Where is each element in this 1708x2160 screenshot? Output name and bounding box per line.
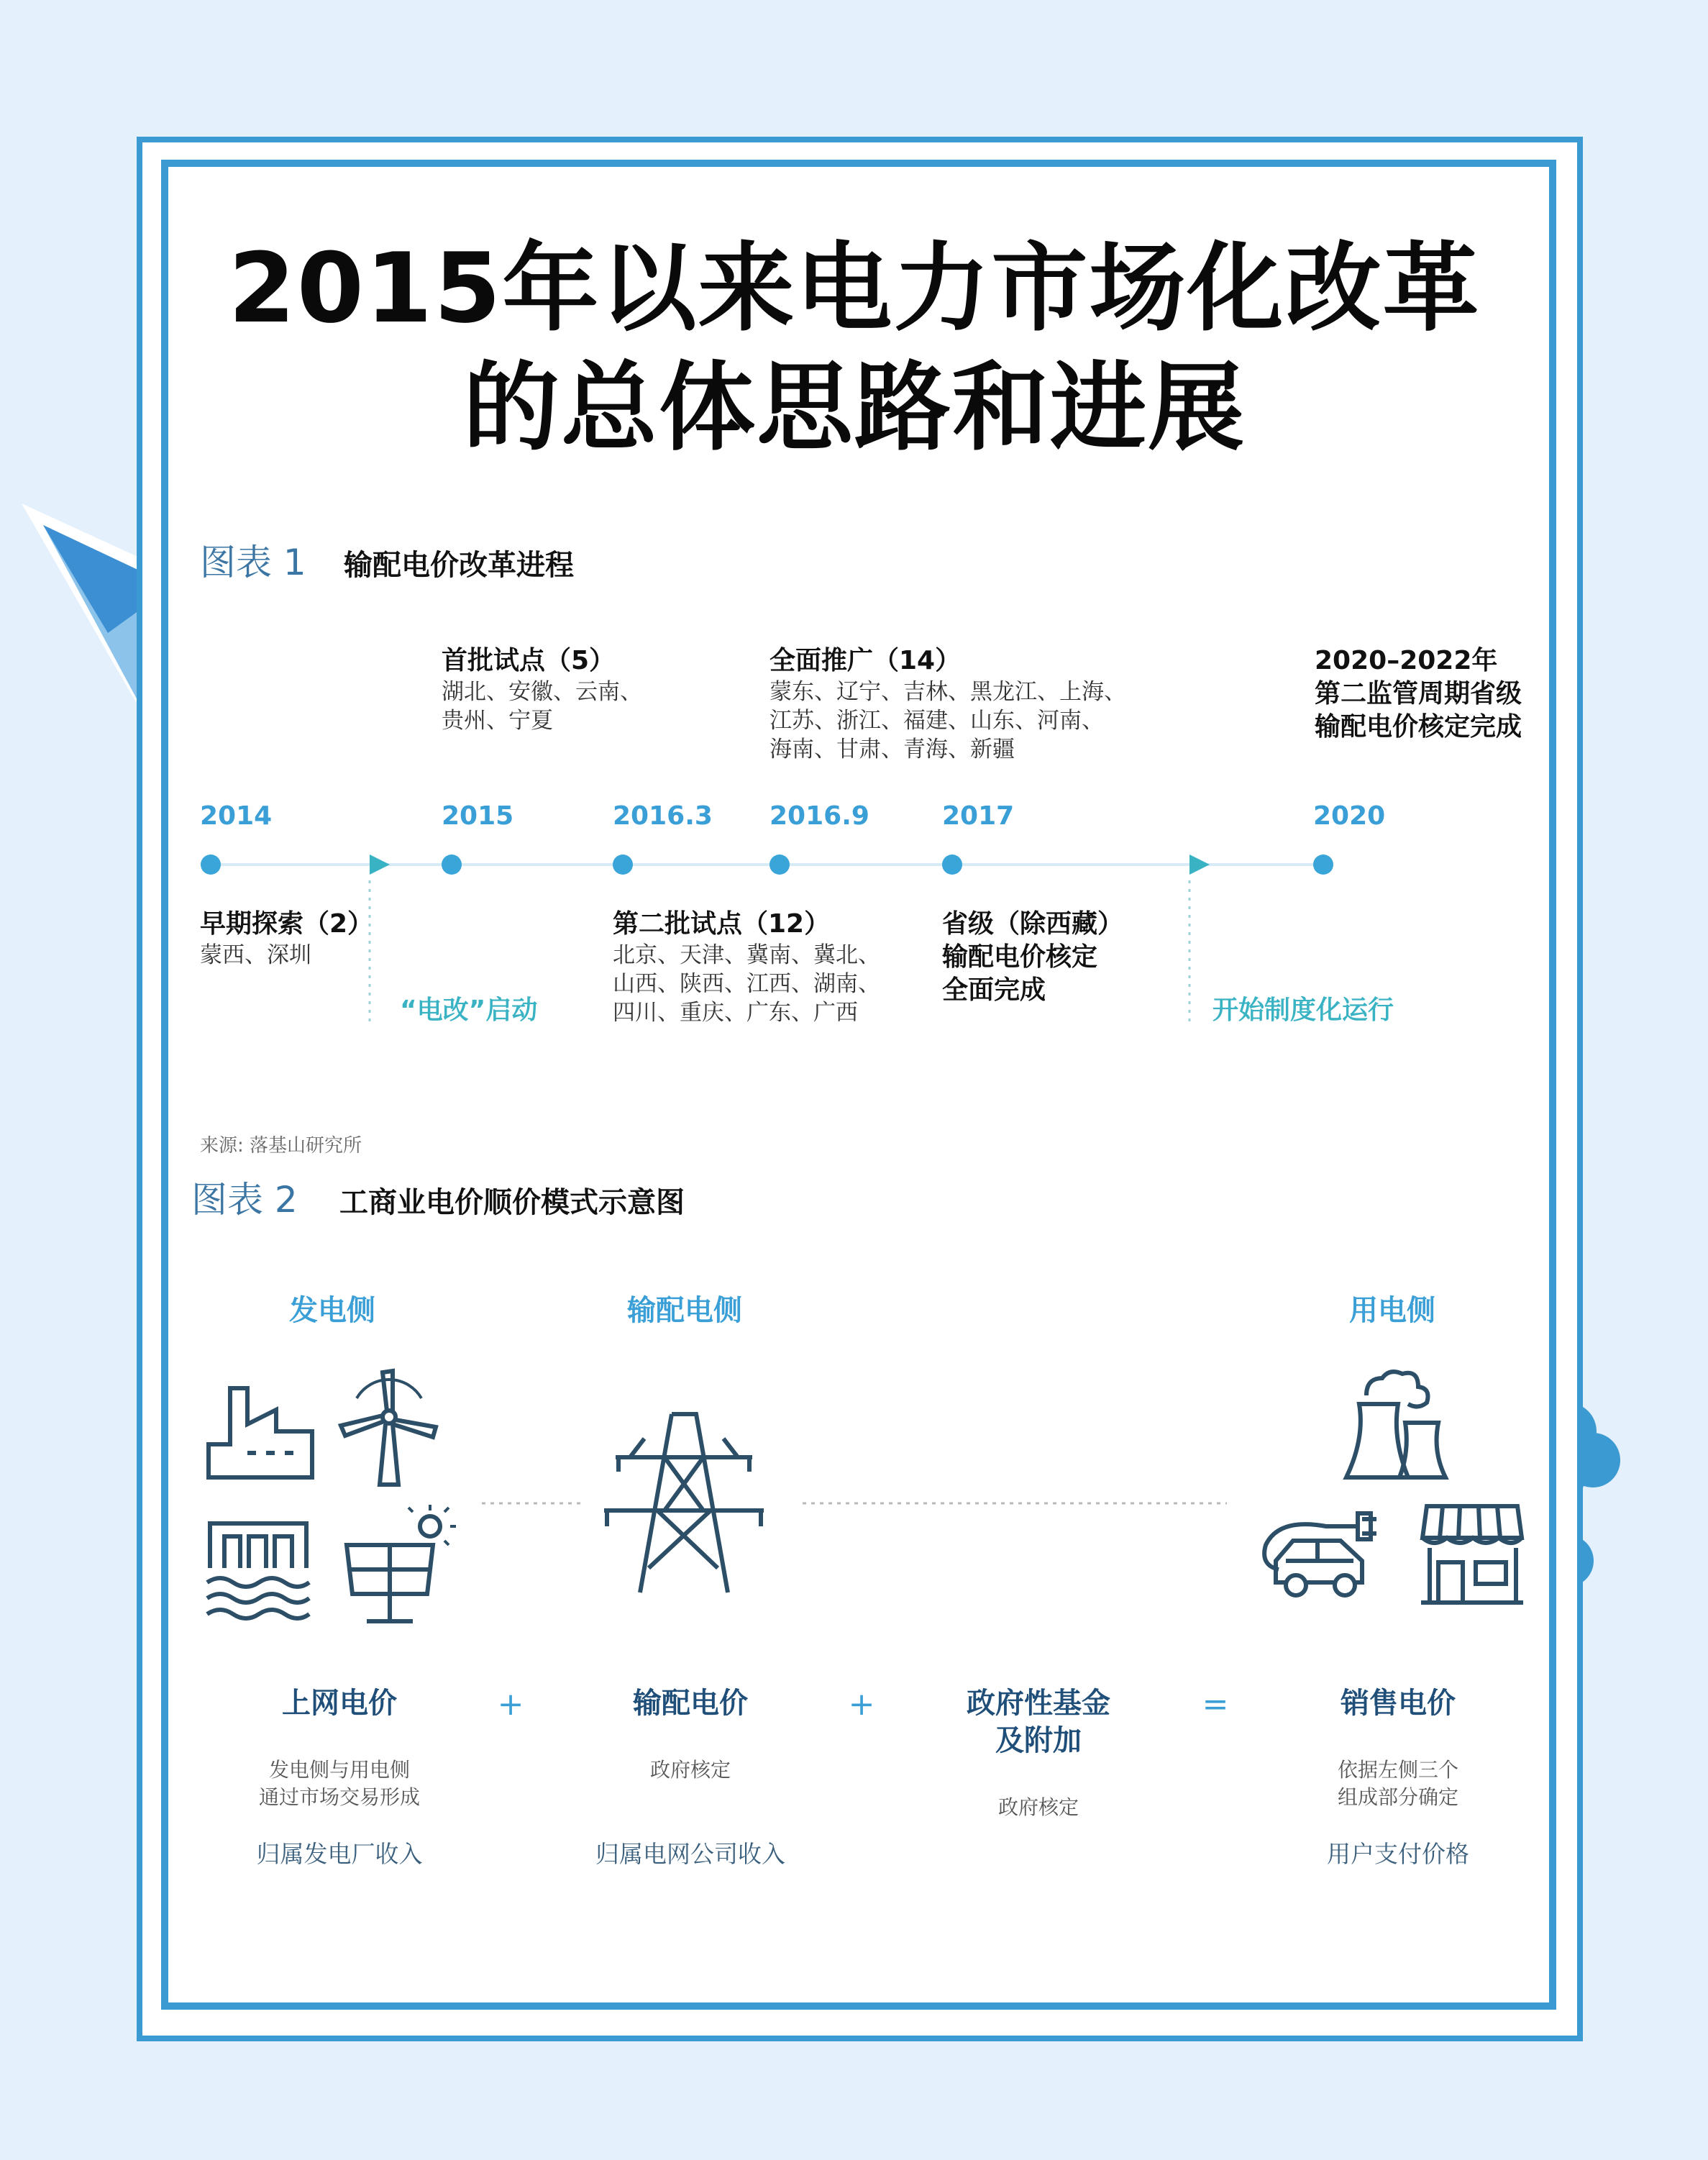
year-label: 2014 (200, 801, 273, 831)
event-line: 四川、重庆、广东、广西 (613, 1000, 858, 1026)
timeline-dot (442, 855, 462, 875)
page-title-line1: 2015年以来电力市场化改革 (228, 232, 1481, 345)
factory-icon (204, 1381, 319, 1482)
event-second-cycle (1315, 644, 1522, 744)
event-early-exploration (200, 908, 373, 970)
event-line: 湖北、安徽、云南、 (442, 679, 642, 705)
event-title: 早期探索（2） (200, 909, 374, 939)
page-title-line2: 的总体思路和进展 (462, 352, 1246, 464)
event-second-pilot (613, 908, 880, 1027)
year-label: 2017 (942, 801, 1015, 831)
event-title: 第二批试点（12） (613, 909, 831, 939)
event-line: 海南、甘肃、青海、新疆 (769, 737, 1015, 762)
transmission-tower-icon (601, 1410, 767, 1597)
price-title-line: 及附加 (995, 1724, 1082, 1757)
price-desc-retail (1261, 1756, 1535, 1811)
operator-equals: = (1202, 1686, 1229, 1723)
timeline-dot (613, 855, 633, 875)
hydro-dam-icon (204, 1518, 312, 1626)
price-desc-government (902, 1794, 1175, 1821)
event-title: 输配电价核定完成 (1315, 712, 1522, 742)
event-title: 输配电价核定 (942, 942, 1098, 972)
side-consumption: 用电侧 (1349, 1294, 1435, 1327)
desc-line: 政府核定 (649, 1758, 731, 1782)
event-title: 全面完成 (942, 975, 1046, 1005)
owner-power-plant: 归属发电厂收入 (256, 1840, 423, 1868)
operator-plus: + (497, 1686, 524, 1723)
chart1-label: 图表 1 (200, 542, 306, 583)
price-government-funds (916, 1685, 1161, 1759)
chart2-label: 图表 2 (191, 1179, 298, 1221)
electric-car-icon (1257, 1503, 1394, 1604)
event-line: 蒙西、深圳 (200, 942, 311, 968)
desc-line: 发电侧与用电侧 (268, 1758, 410, 1782)
desc-line: 通过市场交易形成 (258, 1785, 420, 1809)
side-transmission: 输配电侧 (627, 1294, 742, 1327)
timeline-dot (942, 855, 962, 875)
timeline-dot (201, 855, 221, 875)
timeline-dot (1313, 855, 1333, 875)
milestone-reform-start: “电改”启动 (400, 995, 538, 1025)
shop-icon (1418, 1500, 1526, 1608)
price-retail: 销售电价 (1341, 1687, 1456, 1720)
desc-line: 组成部分确定 (1337, 1785, 1458, 1809)
power-plant-icon (1338, 1367, 1453, 1482)
price-desc-feed-in (203, 1756, 476, 1811)
chart2-title: 工商业电价顺价模式示意图 (339, 1186, 685, 1219)
desc-line: 政府核定 (997, 1795, 1079, 1819)
chart1-title: 输配电价改革进程 (344, 549, 574, 582)
event-first-pilot (442, 644, 642, 735)
event-title: 2020–2022年 (1315, 646, 1498, 675)
event-line: 江苏、浙江、福建、山东、河南、 (769, 708, 1104, 734)
event-full-rollout (769, 644, 1126, 764)
solar-panel-icon (338, 1500, 460, 1630)
operator-plus: + (848, 1686, 875, 1723)
event-title: 第二监管周期省级 (1315, 679, 1522, 708)
event-line: 蒙东、辽宁、吉林、黑龙江、上海、 (769, 679, 1126, 705)
event-line: 北京、天津、冀南、冀北、 (613, 942, 880, 968)
price-grid-feed-in: 上网电价 (282, 1687, 397, 1720)
dashed-connector (482, 1496, 1230, 1510)
event-provincial-complete (942, 908, 1123, 1007)
milestone-institutional: 开始制度化运行 (1213, 995, 1394, 1025)
price-title-line: 政府性基金 (967, 1687, 1110, 1720)
event-line: 贵州、宁夏 (442, 708, 553, 734)
event-title: 省级（除西藏） (942, 909, 1124, 939)
event-line: 山西、陕西、江西、湖南、 (613, 971, 880, 997)
year-label: 2016.9 (769, 801, 869, 831)
price-desc-transmission (554, 1756, 827, 1784)
side-generation: 发电侧 (289, 1294, 375, 1327)
event-title: 全面推广（14） (769, 646, 962, 675)
timeline-dot (769, 855, 790, 875)
wind-turbine-icon (335, 1367, 443, 1489)
event-title: 首批试点（5） (442, 646, 616, 675)
year-label: 2016.3 (613, 801, 713, 831)
year-label: 2020 (1313, 801, 1386, 831)
price-transmission: 输配电价 (633, 1687, 748, 1720)
year-label: 2015 (442, 801, 514, 831)
desc-line: 依据左侧三个 (1337, 1758, 1458, 1782)
source-note: 来源: 落基山研究所 (200, 1135, 362, 1157)
owner-grid-company: 归属电网公司收入 (595, 1840, 785, 1868)
owner-user: 用户支付价格 (1327, 1840, 1469, 1868)
